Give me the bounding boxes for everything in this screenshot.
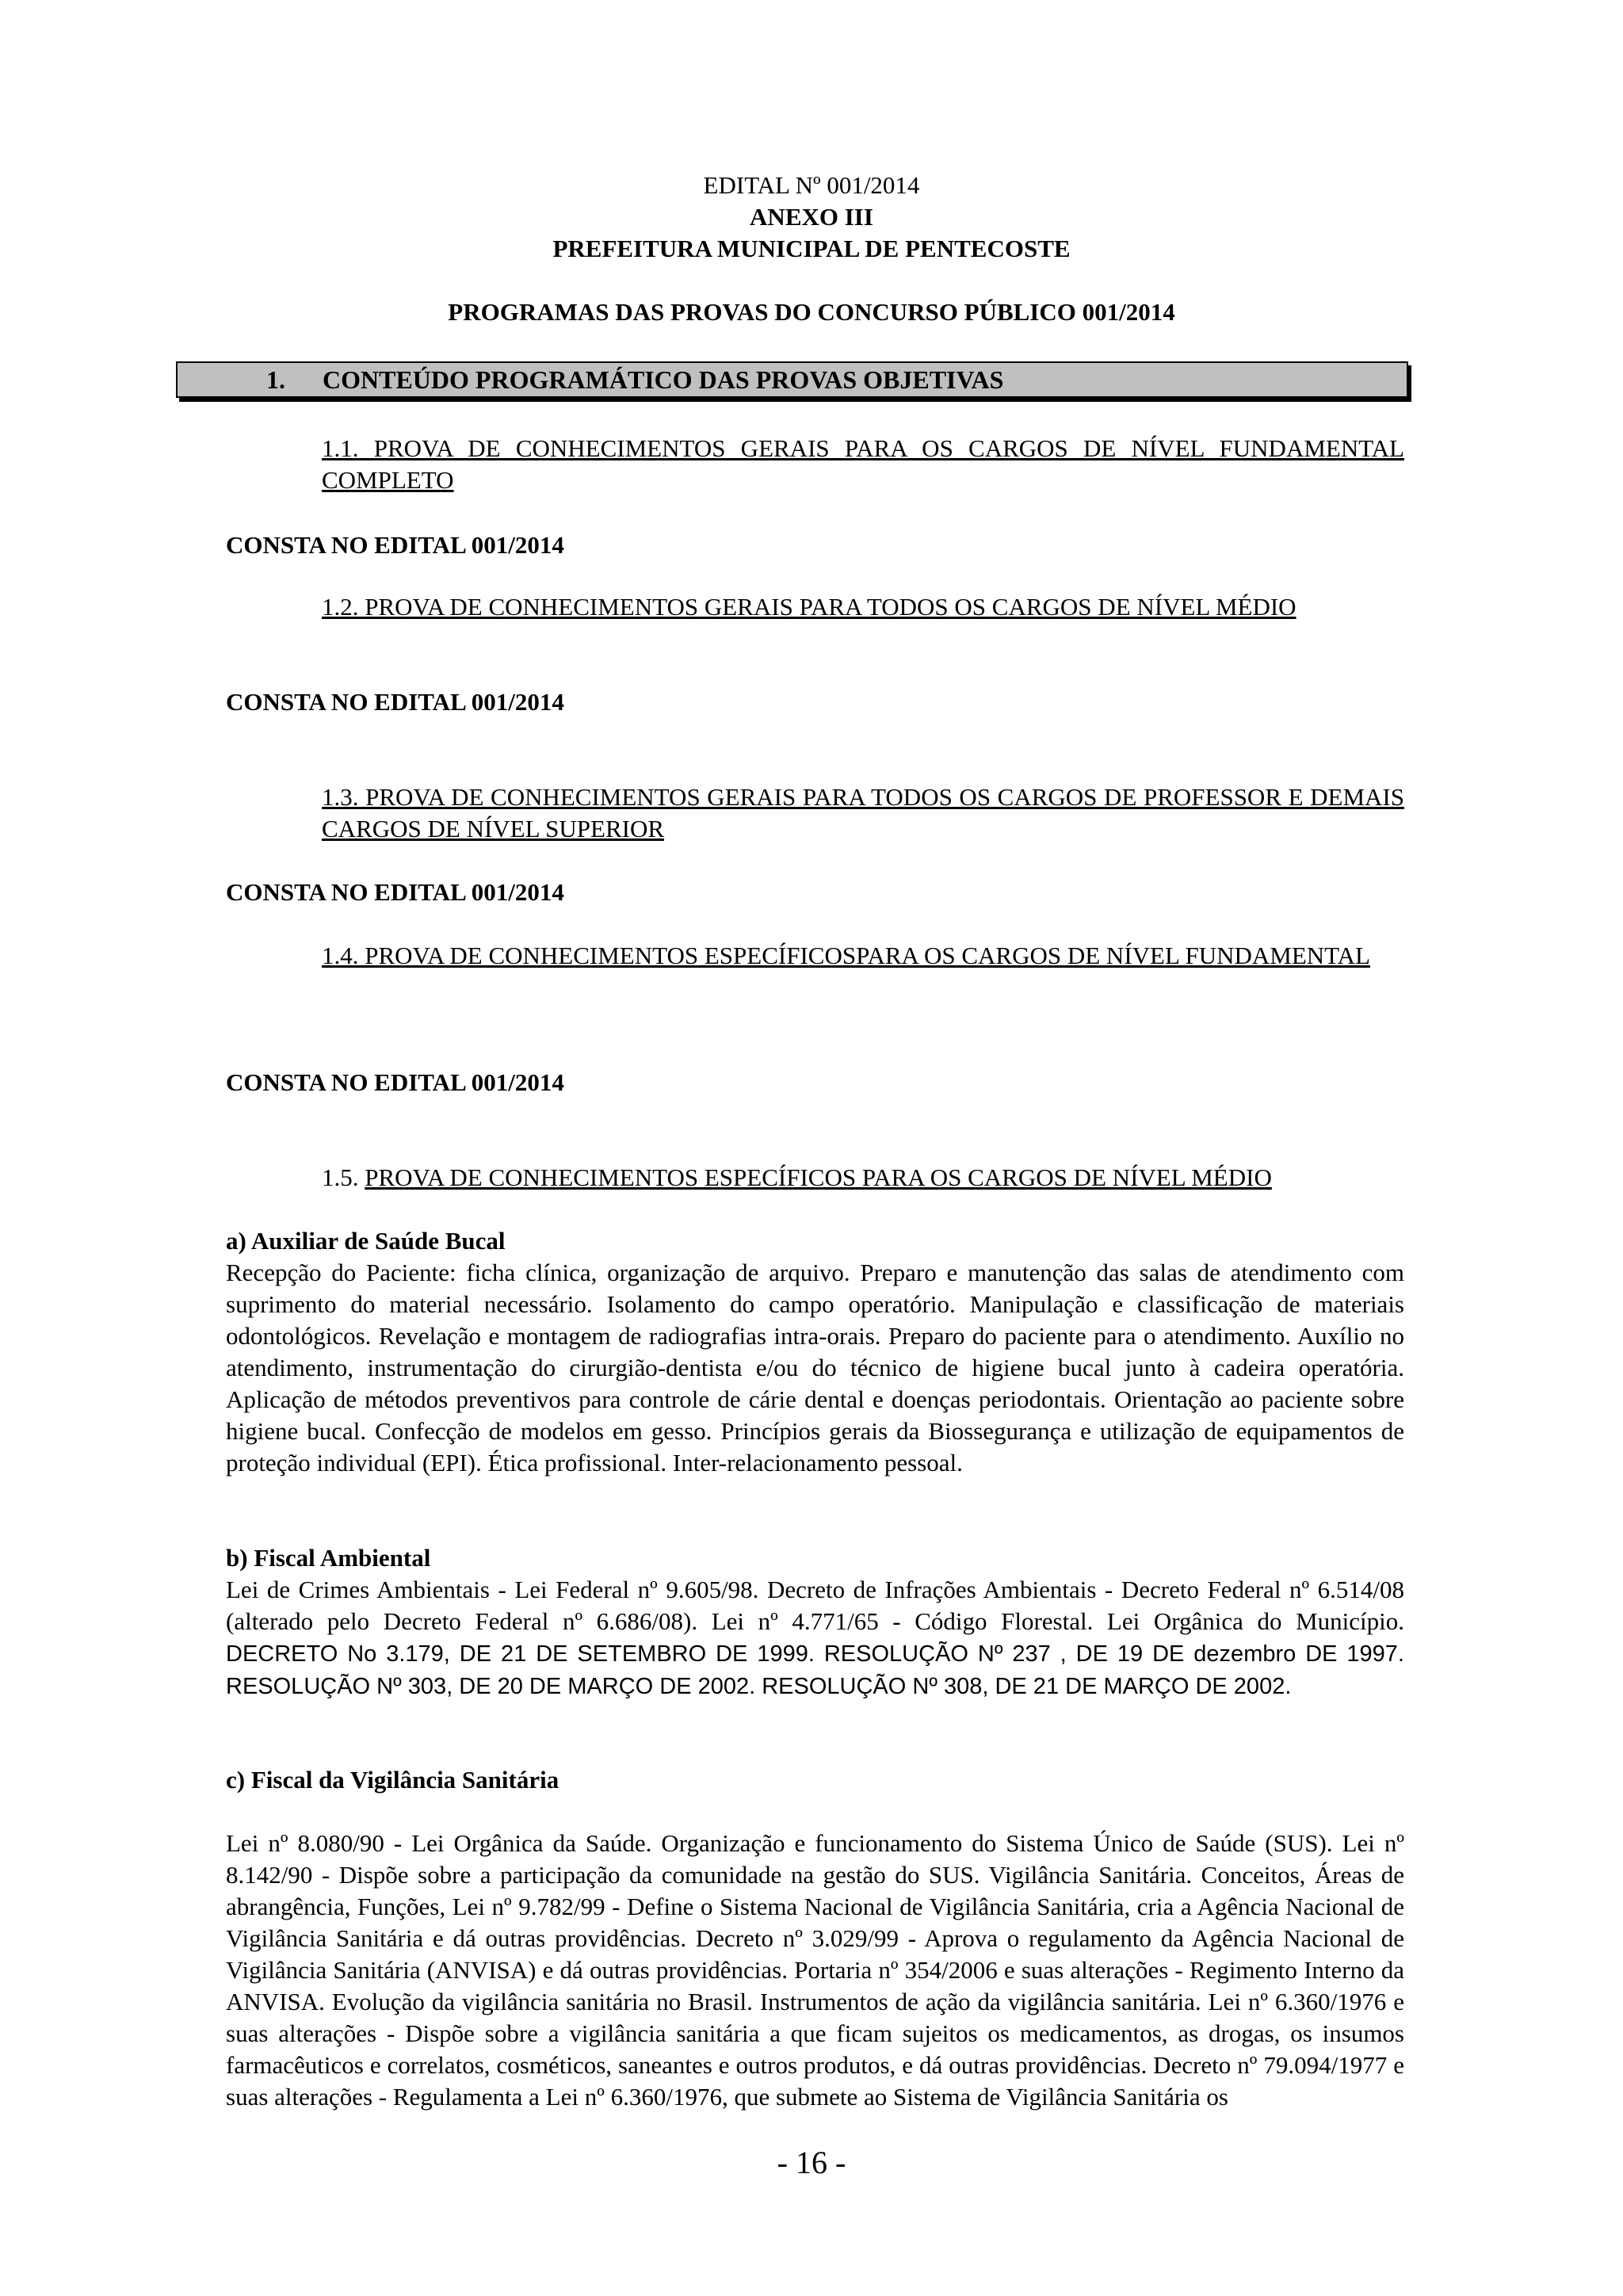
consta-1-2: CONSTA NO EDITAL 001/2014: [226, 688, 564, 716]
item-b-text: Lei de Crimes Ambientais - Lei Federal nº 9.605/98. Decreto de Infrações Ambientais - Decreto Federal nº 6.514/08 (alterado pelo Decreto Federal nº 6.686/08). Lei nº 4.771/65 - Código Florestal. Lei Orgânica do Município.: [226, 1576, 1404, 1635]
item-b-label: b) Fiscal Ambiental: [226, 1544, 431, 1572]
anexo-title: ANEXO III: [750, 203, 873, 231]
programas-title: PROGRAMAS DAS PROVAS DO CONCURSO PÚBLICO 001/2014: [448, 298, 1175, 326]
page-number: - 16 -: [777, 2145, 846, 2180]
heading-1-5-number: 1.5.: [322, 1163, 359, 1191]
heading-1-5: [322, 1162, 1272, 1194]
heading-1-2: 1.2. PROVA DE CONHECIMENTOS GERAIS PARA TODOS OS CARGOS DE NÍVEL MÉDIO: [322, 593, 1296, 621]
item-b-paragraph: [226, 1574, 1404, 1702]
consta-1-3: CONSTA NO EDITAL 001/2014: [226, 878, 564, 906]
item-a-text: Recepção do Paciente: ficha clínica, organização de arquivo. Preparo e manutenção das salas de atendimento com suprimento do material necessário. Isolamento do campo operatório. Manipulação e classificação de materiais odontológicos. Revelação e montagem de radiografias intra-orais. Preparo do paciente para o atendimento. Auxílio no atendimento, instrumentação do cirurgião-dentista e/ou do técnico de higiene bucal junto à cadeira operatória. Aplicação de métodos preventivos para controle de cárie dental e doenças periodontais. Orientação ao paciente sobre higiene bucal. Confecção de modelos em gesso. Princípios gerais da Biossegurança e utilização de equipamentos de proteção individual (EPI). Ética profissional. Inter-relacionamento pessoal.: [226, 1259, 1404, 1477]
heading-1-1: 1.1. PROVA DE CONHECIMENTOS GERAIS PARA OS CARGOS DE NÍVEL FUNDAMENTAL COMPLETO: [322, 434, 1404, 494]
edital-number: EDITAL Nº 001/2014: [703, 171, 920, 199]
banner-title: CONTEÚDO PROGRAMÁTICO DAS PROVAS OBJETIVAS: [323, 365, 1004, 394]
item-b-text-sans: DECRETO No 3.179, DE 21 DE SETEMBRO DE 1999. RESOLUÇÃO Nº 237 , DE 19 DE dezembro DE 1997. RESOLUÇÃO Nº 303, DE 20 DE MARÇO DE 2002. RESOLUÇÃO Nº 308, DE 21 DE MARÇO DE 2002.: [226, 1641, 1404, 1699]
heading-1-3: 1.3. PROVA DE CONHECIMENTOS GERAIS PARA TODOS OS CARGOS DE PROFESSOR E DEMAIS CARGOS DE NÍVEL SUPERIOR: [322, 783, 1404, 842]
consta-1-4: CONSTA NO EDITAL 001/2014: [226, 1068, 564, 1096]
banner-number: 1.: [266, 365, 285, 394]
heading-1-4: 1.4. PROVA DE CONHECIMENTOS ESPECÍFICOSPARA OS CARGOS DE NÍVEL FUNDAMENTAL: [322, 942, 1370, 969]
section-banner: [176, 361, 1408, 398]
item-a-label: a) Auxiliar de Saúde Bucal: [226, 1227, 506, 1255]
item-c-text: Lei nº 8.080/90 - Lei Orgânica da Saúde. Organização e funcionamento do Sistema Único de Saúde (SUS). Lei nº 8.142/90 - Dispõe sobre a participação da comunidade na gestão do SUS. Vigilância Sanitária. Conceitos, Áreas de abrangência, Funções, Lei nº 9.782/99 - Define o Sistema Nacional de Vigilância Sanitária, cria a Agência Nacional de Vigilância Sanitária e dá outras providências. Decreto nº 3.029/99 - Aprova o regulamento da Agência Nacional de Vigilância Sanitária (ANVISA) e dá outras providências. Portaria nº 354/2006 e suas alterações - Regimento Interno da ANVISA. Evolução da vigilância sanitária no Brasil. Instrumentos de ação da vigilância sanitária. Lei nº 6.360/1976 e suas alterações - Dispõe sobre a vigilância sanitária a que ficam sujeitos os medicamentos, as drogas, os insumos farmacêuticos e correlatos, cosméticos, saneantes e outros produtos, e dá outras providências. Decreto nº 79.094/1977 e suas alterações - Regulamenta a Lei nº 6.360/1976, que submete ao Sistema de Vigilância Sanitária os: [226, 1829, 1404, 2111]
heading-1-5-title: PROVA DE CONHECIMENTOS ESPECÍFICOS PARA OS CARGOS DE NÍVEL MÉDIO: [365, 1163, 1272, 1191]
item-c-label: c) Fiscal da Vigilância Sanitária: [226, 1766, 559, 1794]
prefeitura-title: PREFEITURA MUNICIPAL DE PENTECOSTE: [552, 235, 1071, 262]
consta-1-1: CONSTA NO EDITAL 001/2014: [226, 531, 564, 559]
